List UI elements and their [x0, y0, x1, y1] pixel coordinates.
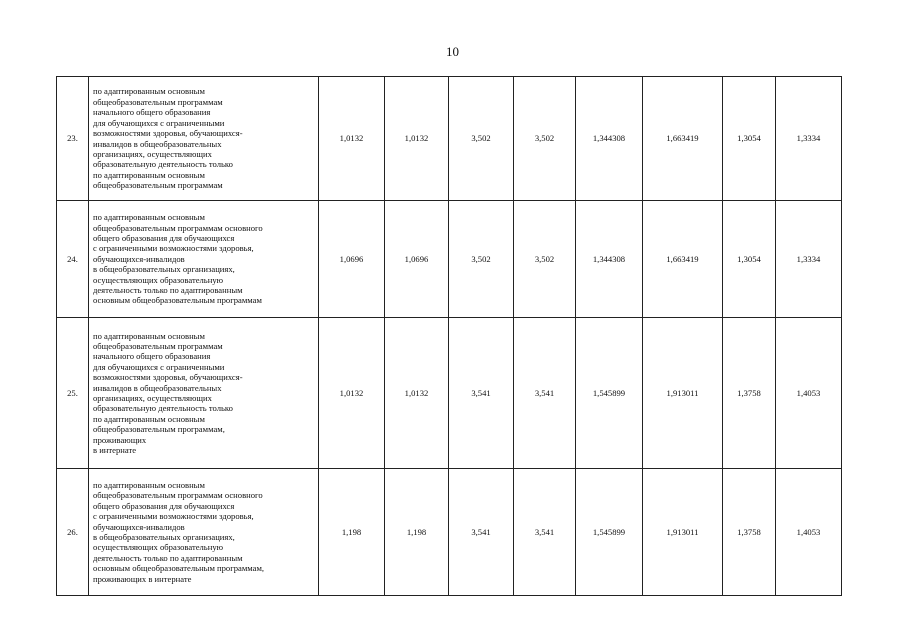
- description-line: начального общего образования: [93, 107, 211, 118]
- coefficient-cell: 1,0132: [319, 318, 385, 469]
- coefficient-cell: 3,541: [449, 318, 514, 469]
- description-line: по адаптированным основным: [93, 479, 205, 490]
- description-line: для обучающихся с ограниченными: [93, 361, 225, 372]
- row-number: 25.: [57, 318, 89, 469]
- coefficient-cell: 1,3334: [776, 77, 842, 201]
- description-line: осуществляющих образовательную: [93, 542, 224, 553]
- description-line: по адаптированным основным: [93, 330, 205, 341]
- description-line: начального общего образования: [93, 351, 211, 362]
- description-line: общего образования для обучающихся: [93, 232, 235, 243]
- coefficient-cell: 1,4053: [776, 318, 842, 469]
- table-row: [57, 201, 842, 318]
- description-line: общего образования для обучающихся: [93, 500, 235, 511]
- description-line: общеобразовательным программам основного: [93, 222, 263, 233]
- coefficient-cell: 1,0132: [385, 77, 449, 201]
- description-line: проживающих: [93, 434, 147, 445]
- description-line: обучающихся-инвалидов: [93, 521, 185, 532]
- row-description: [89, 77, 319, 201]
- coefficient-cell: 3,541: [514, 318, 576, 469]
- coefficient-cell: 3,502: [449, 77, 514, 201]
- description-line: осуществляющих образовательную: [93, 274, 224, 285]
- description-line: основным общеобразовательным программам: [93, 295, 262, 306]
- description-line: возможностями здоровья, обучающихся-: [93, 128, 243, 139]
- description-line: с ограниченными возможностями здоровья,: [93, 511, 254, 522]
- coefficient-cell: 3,502: [514, 77, 576, 201]
- row-description: [89, 469, 319, 596]
- row-number: 26.: [57, 469, 89, 596]
- coefficient-cell: 1,545899: [576, 469, 643, 596]
- coefficient-cell: 1,0696: [319, 201, 385, 318]
- description-line: образовательную деятельность только: [93, 403, 233, 414]
- row-description: [89, 318, 319, 469]
- coefficient-cell: 3,541: [449, 469, 514, 596]
- description-line: общеобразовательным программам: [93, 340, 223, 351]
- coefficient-cell: 1,0132: [385, 318, 449, 469]
- coefficient-cell: 1,545899: [576, 318, 643, 469]
- row-number: 24.: [57, 201, 89, 318]
- coefficient-cell: 1,344308: [576, 77, 643, 201]
- coefficient-cell: 1,3758: [723, 469, 776, 596]
- table-row: [57, 77, 842, 201]
- description-line: по адаптированным основным: [93, 212, 205, 223]
- coefficient-cell: 1,198: [319, 469, 385, 596]
- description-line: в интернате: [93, 445, 137, 456]
- coefficient-cell: 1,3758: [723, 318, 776, 469]
- coefficient-cell: 3,502: [514, 201, 576, 318]
- description-line: в общеобразовательных организациях,: [93, 532, 235, 542]
- coefficient-cell: 3,541: [514, 469, 576, 596]
- page-number: 10: [446, 44, 459, 59]
- coefficient-cell: 1,0696: [385, 201, 449, 318]
- description-line: деятельность только по адаптированным: [93, 285, 243, 296]
- description-line: организациях, осуществляющих: [93, 148, 212, 159]
- coefficient-cell: 1,913011: [643, 318, 723, 469]
- table-row: [57, 469, 842, 596]
- row-number: 23.: [57, 77, 89, 201]
- description-line: организациях, осуществляющих: [93, 393, 212, 403]
- description-line: по адаптированным основным: [93, 169, 205, 180]
- description-line: для обучающихся с ограниченными: [93, 117, 225, 128]
- description-line: основным общеобразовательным программам,: [93, 563, 265, 574]
- coefficient-cell: 1,913011: [643, 469, 723, 596]
- description-line: обучающихся-инвалидов: [93, 253, 185, 264]
- coefficient-cell: 1,3334: [776, 201, 842, 318]
- table-row: [57, 318, 842, 469]
- description-line: в общеобразовательных организациях,: [93, 264, 235, 275]
- coefficient-cell: 1,3054: [723, 77, 776, 201]
- description-line: по адаптированным основным: [93, 86, 205, 97]
- description-line: возможностями здоровья, обучающихся-: [93, 372, 243, 383]
- description-line: инвалидов в общеобразовательных: [93, 138, 222, 149]
- description-line: с ограниченными возможностями здоровья,: [93, 243, 254, 254]
- coefficient-cell: 1,198: [385, 469, 449, 596]
- description-line: общеобразовательным программам: [93, 180, 223, 191]
- coefficient-cell: 3,502: [449, 201, 514, 318]
- coefficient-cell: 1,663419: [643, 201, 723, 318]
- description-line: образовательную деятельность только: [93, 159, 233, 170]
- description-line: по адаптированным основным: [93, 413, 205, 424]
- coefficient-cell: 1,0132: [319, 77, 385, 201]
- coefficient-cell: 1,663419: [643, 77, 723, 201]
- description-line: проживающих в интернате: [93, 573, 192, 584]
- description-line: общеобразовательным программам,: [93, 424, 225, 435]
- table-body: [57, 77, 842, 596]
- coefficient-cell: 1,4053: [776, 469, 842, 596]
- description-line: общеобразовательным программам: [93, 96, 223, 107]
- coefficient-cell: 1,344308: [576, 201, 643, 318]
- coefficients-table: [56, 76, 842, 596]
- coefficient-cell: 1,3054: [723, 201, 776, 318]
- description-line: инвалидов в общеобразовательных: [93, 382, 222, 393]
- description-line: деятельность только по адаптированным: [93, 552, 243, 563]
- row-description: [89, 201, 319, 318]
- description-line: общеобразовательным программам основного: [93, 490, 263, 501]
